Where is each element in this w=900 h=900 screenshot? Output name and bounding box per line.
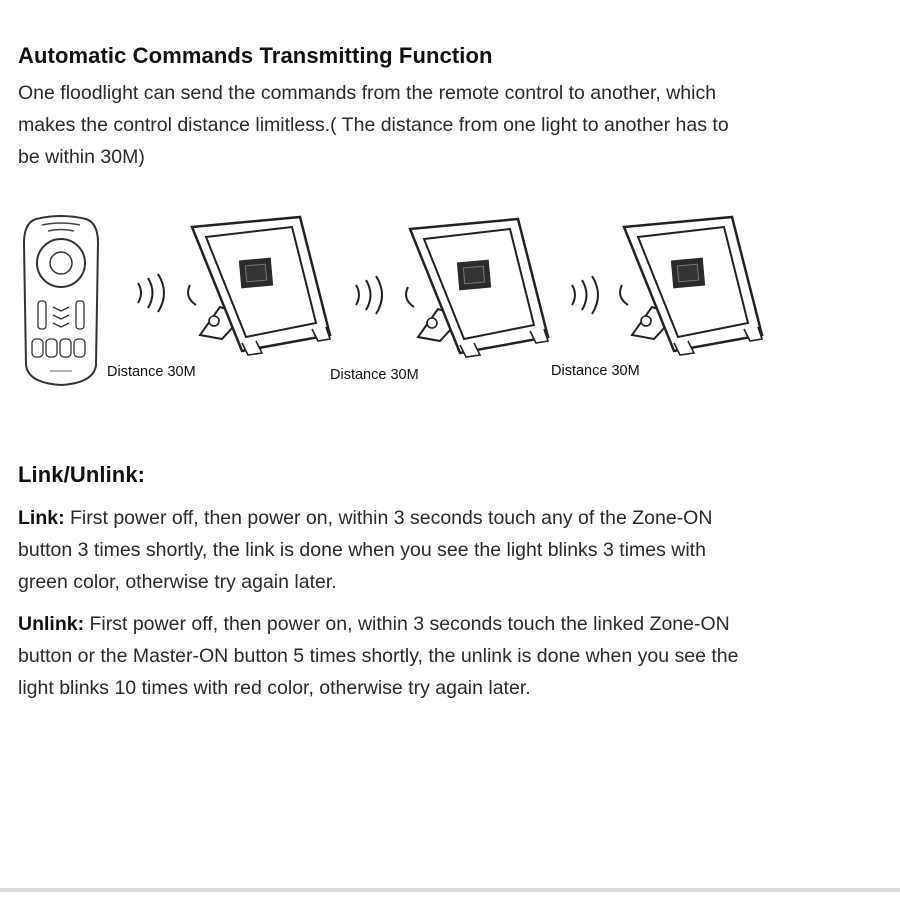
signal-waves-icon [566,275,612,315]
link-instructions [18,502,738,598]
bottom-divider [0,888,900,892]
floodlight-icon [614,215,774,357]
unlink-label: Unlink: [18,613,85,635]
distance-label: Distance 30M [551,363,640,379]
floodlight-icon [182,215,342,357]
transmission-diagram [0,195,900,405]
signal-waves-icon [350,275,396,315]
floodlight-icon [400,217,560,359]
unlink-instructions [18,608,748,704]
unlink-text: First power off, then power on, within 3 seconds touch the linked Zone-ON button or the Master-ON button 5 times shortly, the unlink is done when you see the light blinks 10 times with red color, otherwise try again later. [18,613,739,699]
section-title-automatic-commands: Automatic Commands Transmitting Function [18,43,493,68]
distance-label: Distance 30M [107,364,196,380]
section-body-automatic-commands: One floodlight can send the commands from the remote control to another, which makes the control distance limitless.( The distance from one light to another has to be within 30M) [18,82,729,168]
link-text: First power off, then power on, within 3 seconds touch any of the Zone-ON button 3 times shortly, the link is done when you see the light blinks 3 times with green color, otherwise try again later. [18,507,713,593]
distance-label: Distance 30M [330,367,419,383]
signal-waves-icon [132,273,178,313]
link-label: Link: [18,507,65,529]
remote-control-icon [22,215,100,387]
section-title-link-unlink: Link/Unlink: [18,462,146,487]
